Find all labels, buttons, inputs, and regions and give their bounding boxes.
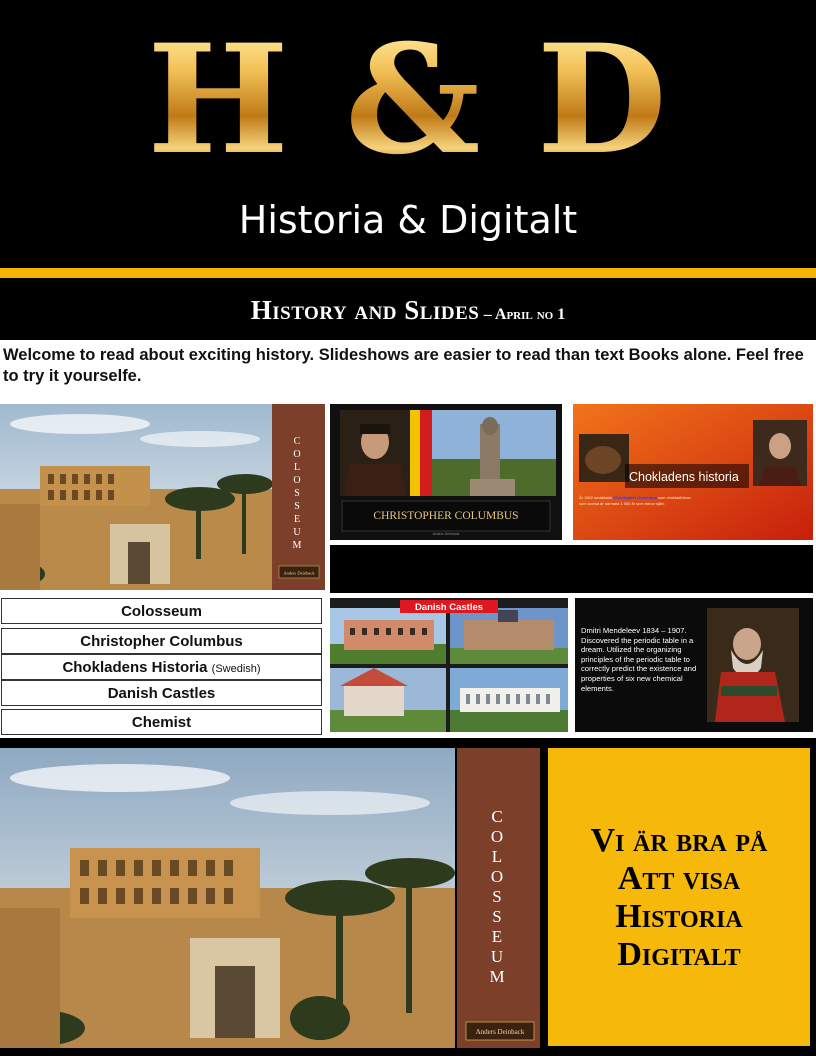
columbus-author: Anders Deinback	[432, 532, 460, 536]
link-label: Chokladens Historia	[62, 659, 208, 676]
castles-title: Danish Castles	[414, 602, 484, 613]
link-danish-castles[interactable]	[1, 680, 322, 706]
chemist-text: Dmitri Mendeleev 1834 – 1907. Discovered the periodic table in a dream. Utilized the organizing principles of the periodic table to correctly predict the existence and properties of six new chemical elements.	[581, 626, 697, 693]
link-colosseum[interactable]	[1, 598, 322, 624]
blank-slide-thumbnail	[330, 545, 813, 593]
chocolate-illustration	[573, 404, 813, 540]
intro-text: Welcome to read about exciting history. Slideshows are easier to read than text Books alone. Feel free to try it yourselfe.	[3, 346, 804, 385]
colosseum-illustration	[0, 404, 325, 590]
chemist-slide-thumbnail[interactable]	[575, 598, 813, 732]
gold-divider	[0, 268, 816, 278]
featured-author-label: Anders Deinback	[475, 1028, 525, 1036]
link-christopher-columbus[interactable]	[1, 628, 322, 654]
spine-label: C O L O S S E U M	[489, 807, 507, 986]
columbus-illustration	[330, 404, 562, 540]
columbus-slide-thumbnail[interactable]	[330, 404, 562, 540]
svg-text:År 1502 smakkade Christo	[579, 495, 692, 500]
featured-colosseum-illustration	[0, 748, 540, 1048]
chocolate-caption-c: som chokladbönor,	[657, 495, 692, 500]
chocolate-caption-b: Christopher Columbus	[613, 495, 657, 500]
link-label: Christopher Columbus	[80, 633, 243, 650]
link-chokladens-historia[interactable]	[1, 654, 322, 680]
featured-colosseum-image[interactable]	[0, 748, 540, 1048]
banner-subtitle: – April no 1	[483, 306, 566, 323]
columbus-title: CHRISTOPHER COLUMBUS	[373, 510, 519, 522]
chemist-illustration	[575, 598, 813, 732]
link-chemist[interactable]	[1, 709, 322, 735]
chocolate-caption-d: som avvisa är närmast 1 500 år som bönor själv.	[579, 501, 665, 506]
author-label: Anders Deinback	[283, 570, 315, 576]
chocolate-caption-a: År 1502 smakkade	[579, 495, 613, 500]
castles-slide-thumbnail[interactable]	[330, 598, 568, 732]
link-note: (Swedish)	[211, 663, 261, 675]
colosseum-slide-thumbnail[interactable]	[0, 404, 325, 590]
link-label: Chemist	[131, 714, 192, 731]
chocolate-title: Chokladens historia	[629, 470, 739, 484]
issue-banner	[0, 282, 816, 338]
castles-illustration	[330, 598, 568, 732]
spine-label: C O L O S S E U M	[292, 436, 304, 551]
link-label: Colosseum	[121, 603, 202, 620]
slogan-text: Vi är bra på Att visa Historia Digitalt	[590, 822, 768, 973]
banner-title: History and Slides	[250, 295, 480, 325]
chocolate-slide-thumbnail[interactable]	[573, 404, 813, 540]
site-subtitle: Historia & Digitalt	[238, 198, 578, 242]
link-label: Danish Castles	[107, 685, 216, 702]
brand-logo: H & D	[0, 20, 816, 180]
